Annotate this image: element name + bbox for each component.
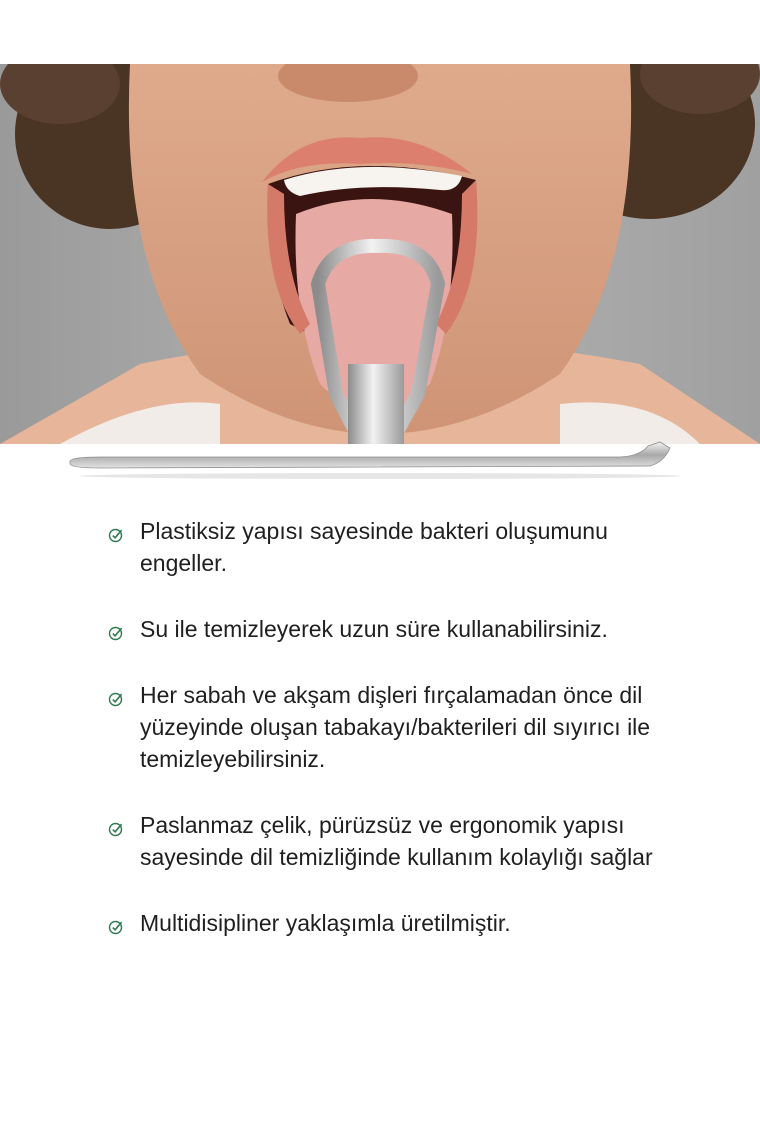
- woman-tongue-scraper-illustration: [0, 64, 760, 444]
- product-photo: [0, 64, 760, 444]
- top-margin: [0, 0, 760, 64]
- feature-item: [108, 907, 668, 939]
- feature-text: Multidisipliner yaklaşımla üretilmiştir.: [140, 910, 511, 936]
- feature-item: [108, 613, 668, 645]
- feature-item: [108, 809, 668, 873]
- check-circle-icon: [108, 821, 124, 837]
- feature-item: [108, 515, 668, 579]
- feature-text: Su ile temizleyerek uzun süre kullanabilirsiniz.: [140, 616, 608, 642]
- feature-list: [108, 515, 668, 939]
- check-circle-icon: [108, 527, 124, 543]
- feature-text: Paslanmaz çelik, pürüzsüz ve ergonomik yapısı sayesinde dil temizliğinde kullanım kolaylığı sağlar: [140, 812, 653, 870]
- check-circle-icon: [108, 691, 124, 707]
- feature-text: Her sabah ve akşam dişleri fırçalamadan önce dil yüzeyinde oluşan tabakayı/bakterileri dil sıyırıcı ile temizleyebilirsiniz.: [140, 682, 651, 772]
- feature-text: Plastiksiz yapısı sayesinde bakteri oluşumunu engeller.: [140, 518, 608, 576]
- feature-item: [108, 679, 668, 775]
- tongue-scraper-product: [60, 432, 680, 482]
- check-circle-icon: [108, 625, 124, 641]
- check-circle-icon: [108, 919, 124, 935]
